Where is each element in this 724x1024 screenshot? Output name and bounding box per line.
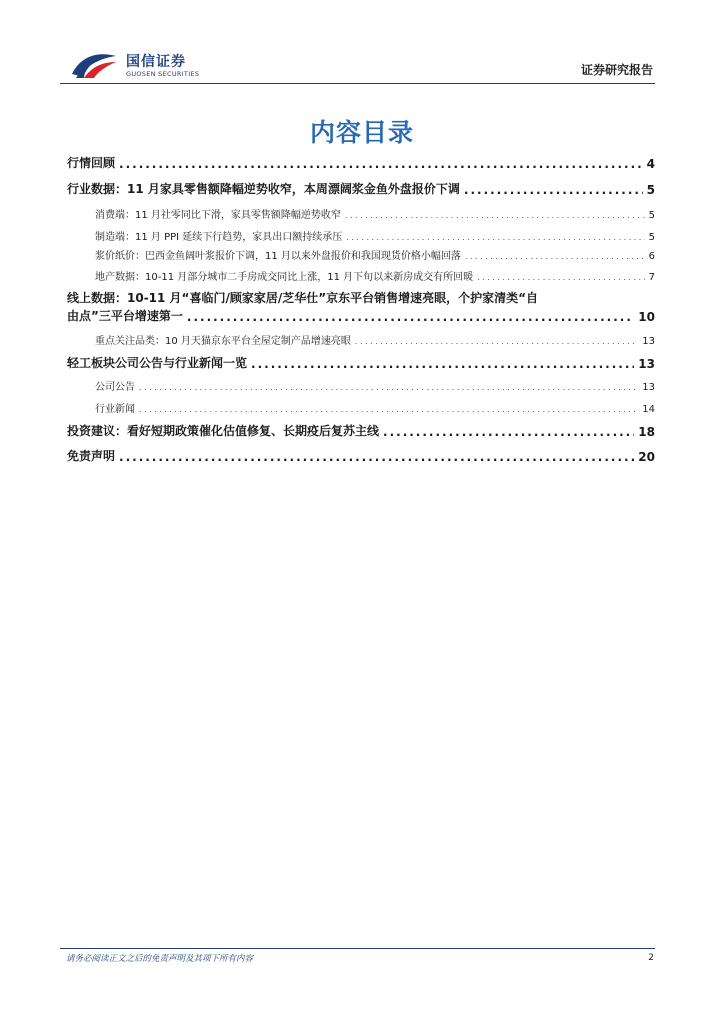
toc-subentry[interactable] bbox=[95, 400, 655, 415]
toc-subentry[interactable] bbox=[95, 332, 655, 347]
toc-leader-dots bbox=[119, 157, 643, 171]
toc-subentry[interactable] bbox=[95, 378, 655, 393]
toc-entry[interactable] bbox=[67, 180, 655, 197]
header-divider bbox=[60, 83, 655, 84]
report-type-label: 证券研究报告 bbox=[580, 63, 653, 77]
page-number: 2 bbox=[648, 953, 654, 963]
toc-leader-dots bbox=[477, 273, 644, 282]
toc-entry-text: 地产数据：10-11 月部分城市二手房成交同比上涨，11 月下旬以来新房成交有所回暖 bbox=[95, 272, 474, 283]
toc-entry-page: 5 bbox=[646, 183, 655, 197]
toc-entry[interactable] bbox=[67, 154, 655, 171]
brand-name-en: GUOSEN SECURITIES bbox=[126, 70, 200, 78]
toc-entry-page: 5 bbox=[648, 232, 655, 243]
guosen-logo bbox=[70, 50, 210, 82]
page-header bbox=[60, 40, 655, 86]
toc-entry[interactable] bbox=[67, 354, 655, 371]
toc-leader-dots bbox=[383, 425, 634, 439]
toc-leader-dots bbox=[119, 450, 634, 464]
toc-leader-dots bbox=[251, 357, 634, 371]
toc-subentry[interactable] bbox=[95, 206, 655, 221]
toc-subentry[interactable] bbox=[95, 228, 655, 243]
toc-leader-dots bbox=[139, 383, 638, 392]
toc-entry-text: 公司公告 bbox=[95, 382, 135, 393]
toc-entry-page: 14 bbox=[642, 404, 655, 415]
toc-entry-page: 13 bbox=[642, 382, 655, 393]
toc-leader-dots bbox=[345, 211, 645, 220]
toc-entry-text-line2: 由点”三平台增速第一 bbox=[67, 309, 183, 323]
toc-entry-text: 消费端：11 月社零同比下滑，家具零售额降幅逆势收窄 bbox=[95, 210, 341, 221]
toc-leader-dots bbox=[187, 310, 634, 324]
toc-entry[interactable] bbox=[67, 422, 655, 439]
toc-entry-page: 10 bbox=[638, 310, 655, 324]
toc-entry-text: 重点关注品类：10 月天猫京东平台全屋定制产品增速亮眼 bbox=[95, 336, 351, 347]
toc-entry-text: 行业新闻 bbox=[95, 404, 135, 415]
toc-entry-page: 4 bbox=[646, 157, 655, 171]
toc-entry-page: 5 bbox=[648, 210, 655, 221]
toc-subentry[interactable] bbox=[95, 247, 655, 262]
toc-entry-text: 轻工板块公司公告与行业新闻一览 bbox=[67, 356, 248, 370]
toc-entry-page: 13 bbox=[642, 336, 655, 347]
toc-leader-dots bbox=[139, 405, 638, 414]
toc-entry-text: 制造端：11 月 PPI 延续下行趋势，家具出口额持续承压 bbox=[95, 232, 343, 243]
toc-entry-text: 行业数据：11 月家具零售额降幅逆势收窄，本周漂阔浆金鱼外盘报价下调 bbox=[67, 182, 460, 196]
toc-title: 内容目录 bbox=[309, 118, 414, 147]
toc-entry-text: 免责声明 bbox=[67, 449, 116, 463]
toc-entry-page: 7 bbox=[648, 272, 655, 283]
toc-entry-page: 13 bbox=[638, 357, 655, 371]
brand-name-cn: 国信证券 bbox=[126, 54, 186, 70]
toc-leader-dots bbox=[355, 337, 638, 346]
toc-entry[interactable] bbox=[67, 447, 655, 464]
toc-entry-page: 20 bbox=[638, 450, 655, 464]
toc-entry-text: 投资建议：看好短期政策催化估值修复、长期疫后复苏主线 bbox=[67, 424, 380, 438]
toc-entry[interactable] bbox=[67, 289, 655, 324]
toc-entry-page: 18 bbox=[638, 425, 655, 439]
toc-leader-dots bbox=[465, 252, 645, 261]
toc-entry-text: 行情回顾 bbox=[67, 156, 116, 170]
toc-entry-text: 浆价纸价：巴西金鱼阔叶浆报价下调，11 月以来外盘报价和我国现货价格小幅回落 bbox=[95, 251, 461, 262]
toc-entry-text-line1: 线上数据：10-11 月“喜临门/顾家家居/芝华仕”京东平台销售增速亮眼，个护家清类“自 bbox=[67, 291, 538, 305]
guosen-logo-icon bbox=[70, 50, 118, 80]
footer-divider bbox=[60, 948, 655, 949]
toc-leader-dots bbox=[464, 183, 643, 197]
toc-entry-page: 6 bbox=[648, 251, 655, 262]
disclaimer-note: 请务必阅读正文之后的免责声明及其项下所有内容 bbox=[66, 954, 254, 964]
toc-subentry[interactable] bbox=[95, 268, 655, 283]
toc-leader-dots bbox=[346, 233, 644, 242]
